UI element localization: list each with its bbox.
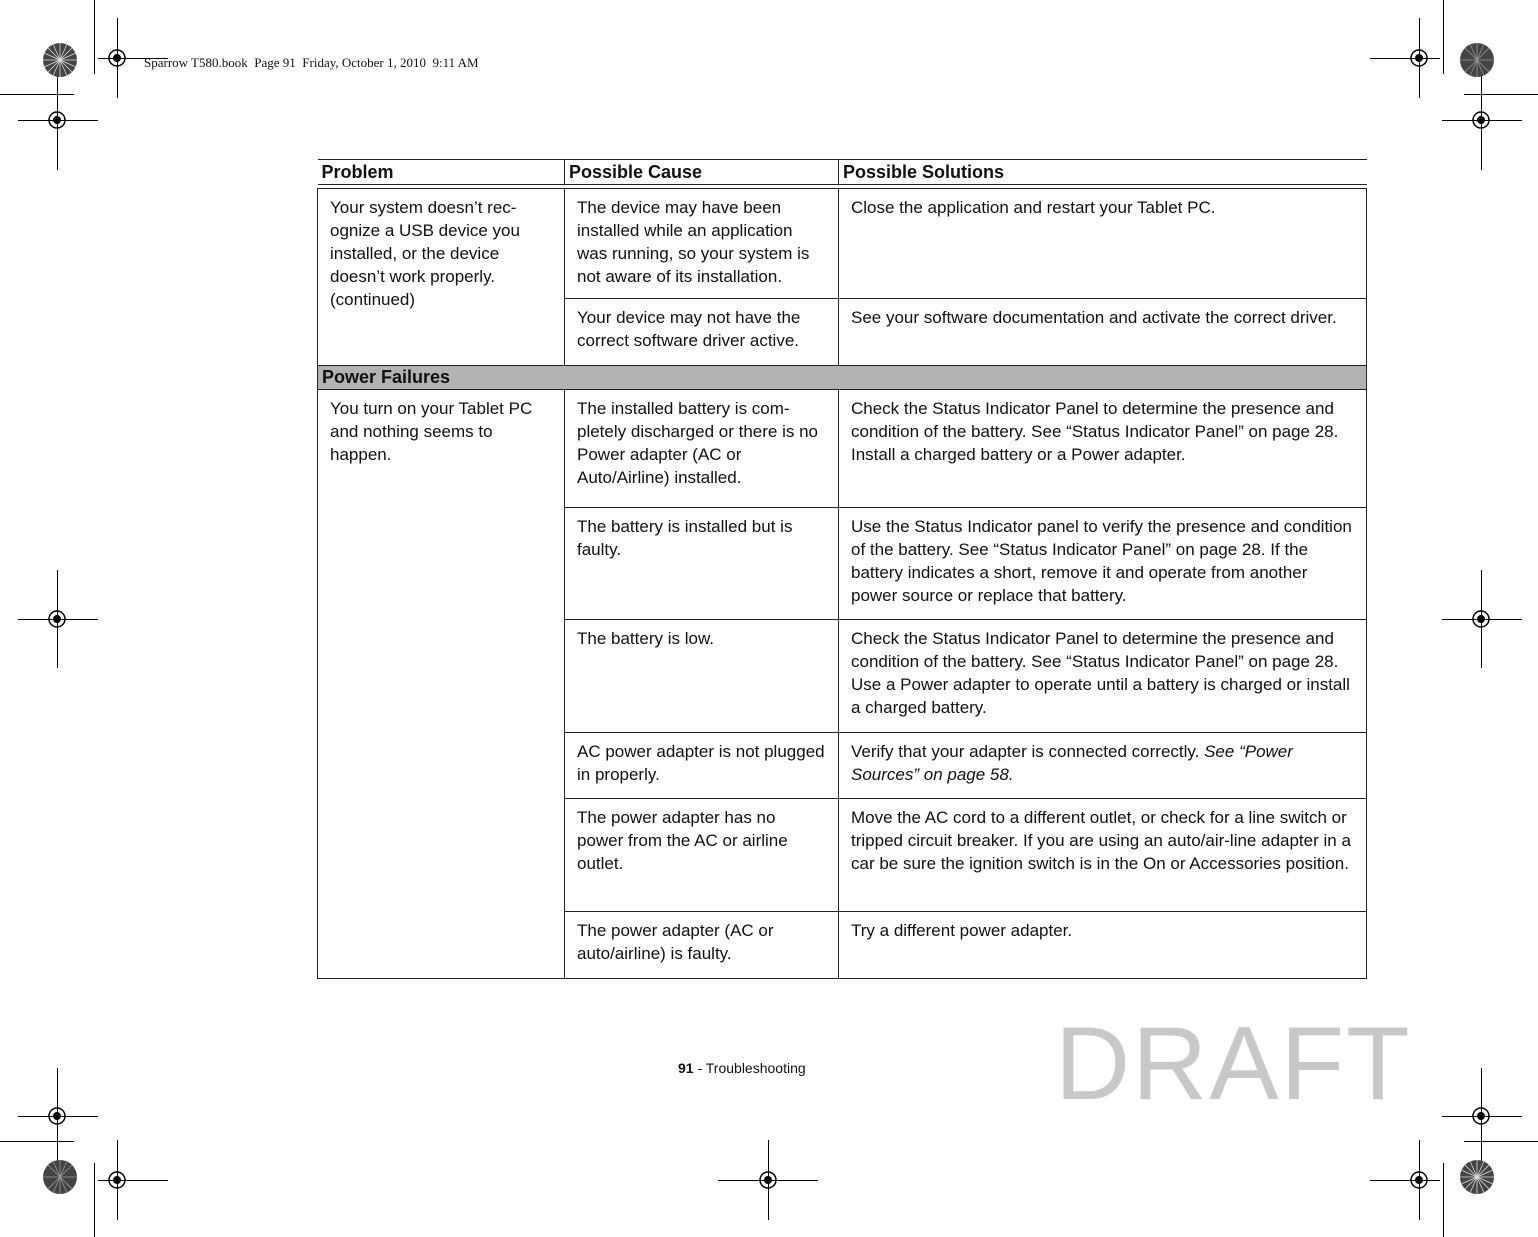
registration-mark-icon	[104, 1167, 130, 1193]
registration-mark-icon	[1468, 107, 1494, 133]
draft-watermark: DRAFT	[1055, 1006, 1412, 1122]
cause-cell: The power adapter has no power from the AC or airline outlet.	[565, 799, 839, 912]
registration-mark-icon	[1468, 606, 1494, 632]
cause-cell: The battery is installed but is faulty.	[565, 508, 839, 620]
problem-cell: You turn on your Tablet PC and nothing seems to happen.	[318, 390, 565, 979]
page-number: 91	[678, 1060, 694, 1076]
registration-mark-icon	[44, 606, 70, 632]
starburst-target-icon	[42, 1159, 78, 1195]
solution-cell: Check the Status Indicator Panel to determine the presence and condition of the battery. See “Status Indicator Panel” on page 28. Install a charged battery or a Power adapter.	[839, 390, 1367, 508]
page-footer	[678, 1060, 806, 1076]
registration-mark-icon	[44, 107, 70, 133]
registration-mark-icon	[1468, 1103, 1494, 1129]
cause-cell: Your device may not have the correct software driver active.	[565, 299, 839, 366]
solution-cell: See your software documentation and activate the correct driver.	[839, 299, 1367, 366]
solution-cell: Try a different power adapter.	[839, 912, 1367, 979]
solution-cell: Move the AC cord to a different outlet, or check for a line switch or tripped circuit breaker. If you are using an auto/air-line adapter in a car be sure the ignition switch is in the On or Accessories position.	[839, 799, 1367, 912]
starburst-target-icon	[1459, 42, 1495, 78]
cause-cell: The installed battery is com-pletely discharged or there is no Power adapter (AC or Auto/Airline) installed.	[565, 390, 839, 508]
column-header-solutions: Possible Solutions	[839, 160, 1367, 185]
print-header: Sparrow T580.book Page 91 Friday, October 1, 2010 9:11 AM	[144, 55, 479, 70]
cause-cell: The battery is low.	[565, 620, 839, 733]
cause-cell: The power adapter (AC or auto/airline) is faulty.	[565, 912, 839, 979]
solution-text: Verify that your adapter is connected correctly.	[851, 742, 1205, 761]
starburst-target-icon	[42, 42, 78, 78]
solution-cell: Use the Status Indicator panel to verify the presence and condition of the battery. See “Status Indicator Panel” on page 28. If the battery indicates a short, remove it and operate from another power source or replace that battery.	[839, 508, 1367, 620]
section-name: - Troubleshooting	[693, 1060, 806, 1076]
section-title: Power Failures	[318, 366, 1367, 390]
cause-cell: AC power adapter is not plugged in properly.	[565, 733, 839, 799]
table-row	[318, 390, 1367, 508]
problem-cell: Your system doesn’t rec-ognize a USB device you installed, or the device doesn’t work properly. (continued)	[318, 189, 565, 366]
column-header-problem: Problem	[318, 160, 565, 185]
starburst-target-icon	[1459, 1159, 1495, 1195]
registration-mark-icon	[1406, 45, 1432, 71]
cause-cell: The device may have been installed while an application was running, so your system is not aware of its installation.	[565, 189, 839, 299]
registration-mark-icon	[44, 1103, 70, 1129]
registration-mark-icon	[104, 45, 130, 71]
solution-cell: Check the Status Indicator Panel to determine the presence and condition of the battery. See “Status Indicator Panel” on page 28. Use a Power adapter to operate until a battery is charged or install a charged battery.	[839, 620, 1367, 733]
cross-reference-link: See “Power Sources” on page 58.	[851, 742, 1293, 784]
registration-mark-icon	[755, 1167, 781, 1193]
table-header-row	[318, 160, 1367, 185]
registration-mark-icon	[1406, 1167, 1432, 1193]
table-row	[318, 189, 1367, 299]
section-header-row	[318, 366, 1367, 390]
solution-cell: Close the application and restart your Tablet PC.	[839, 189, 1367, 299]
troubleshooting-table	[317, 159, 1367, 979]
solution-cell	[839, 733, 1367, 799]
column-header-cause: Possible Cause	[565, 160, 839, 185]
